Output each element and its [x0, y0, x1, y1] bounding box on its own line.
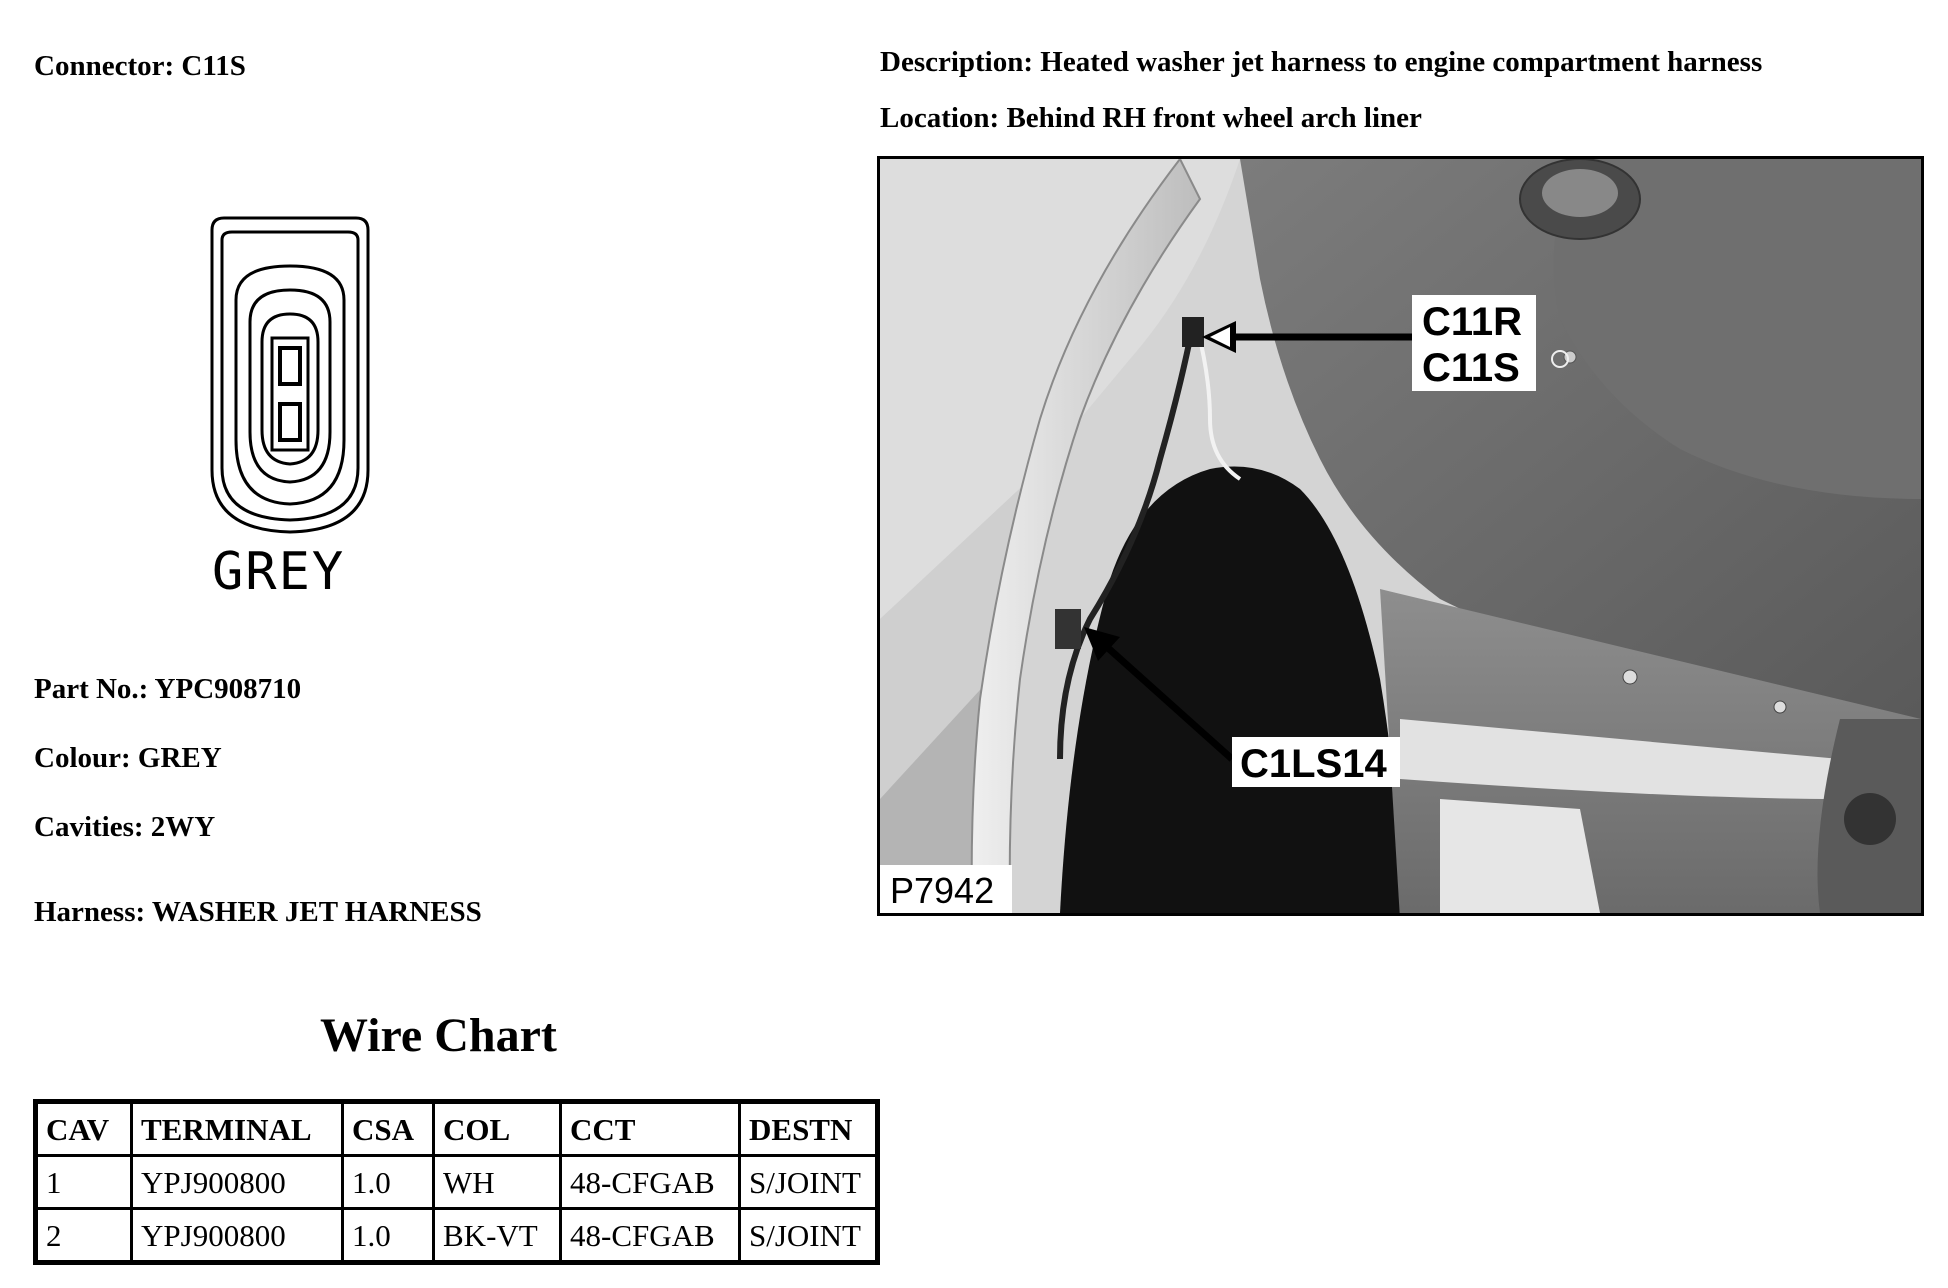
- callout-bottom: C1LS14: [1240, 742, 1387, 786]
- location-key: Location:: [880, 102, 1000, 134]
- header-terminal: TERMINAL: [132, 1102, 343, 1156]
- harness-field: [34, 896, 482, 929]
- table-header-row: [36, 1102, 878, 1156]
- harness-key: Harness:: [34, 896, 146, 928]
- cell-csa: 1.0: [343, 1209, 434, 1263]
- cell-cct: 48-CFGAB: [561, 1156, 740, 1209]
- header-col: COL: [434, 1102, 561, 1156]
- colour-value: GREY: [137, 742, 222, 774]
- connector-field: [34, 50, 246, 83]
- connector-colour-text: GREY: [212, 542, 346, 602]
- location-photo: [877, 156, 1924, 916]
- table-row: [36, 1209, 878, 1263]
- description-key: Description:: [880, 46, 1034, 78]
- cavities-field: [34, 811, 215, 844]
- cavities-value: 2WY: [150, 811, 216, 843]
- description-value: Heated washer jet harness to engine compartment harness: [1040, 46, 1763, 78]
- table-row: [36, 1156, 878, 1209]
- colour-field: [34, 742, 222, 775]
- location-value: Behind RH front wheel arch liner: [1006, 102, 1422, 134]
- cell-csa: 1.0: [343, 1156, 434, 1209]
- cell-col: WH: [434, 1156, 561, 1209]
- cell-cct: 48-CFGAB: [561, 1209, 740, 1263]
- header-csa: CSA: [343, 1102, 434, 1156]
- callout-top-line1: C11R: [1422, 300, 1523, 344]
- connector-key: Connector:: [34, 50, 175, 82]
- cell-terminal: YPJ900800: [132, 1209, 343, 1263]
- cell-cav: 2: [36, 1209, 132, 1263]
- location-photo-drawing: [880, 159, 1921, 913]
- callout-top-line2: C11S: [1422, 346, 1520, 390]
- cell-destn: S/JOINT: [740, 1209, 878, 1263]
- photo-id: P7942: [890, 870, 995, 911]
- cell-destn: S/JOINT: [740, 1156, 878, 1209]
- part-number-value: YPC908710: [154, 673, 302, 705]
- header-cct: CCT: [561, 1102, 740, 1156]
- location-field: [880, 102, 1422, 135]
- cell-col: BK-VT: [434, 1209, 561, 1263]
- cell-cav: 1: [36, 1156, 132, 1209]
- colour-key: Colour:: [34, 742, 131, 774]
- connector-value: C11S: [181, 50, 246, 82]
- harness-value: WASHER JET HARNESS: [151, 896, 482, 928]
- wire-chart-table: [33, 1099, 880, 1265]
- part-number-key: Part No.:: [34, 673, 149, 705]
- cavities-key: Cavities:: [34, 811, 144, 843]
- header-cav: CAV: [36, 1102, 132, 1156]
- cell-terminal: YPJ900800: [132, 1156, 343, 1209]
- header-destn: DESTN: [740, 1102, 878, 1156]
- wire-chart-title: Wire Chart: [320, 1009, 557, 1062]
- part-number-field: [34, 673, 301, 706]
- description-field: [880, 46, 1762, 79]
